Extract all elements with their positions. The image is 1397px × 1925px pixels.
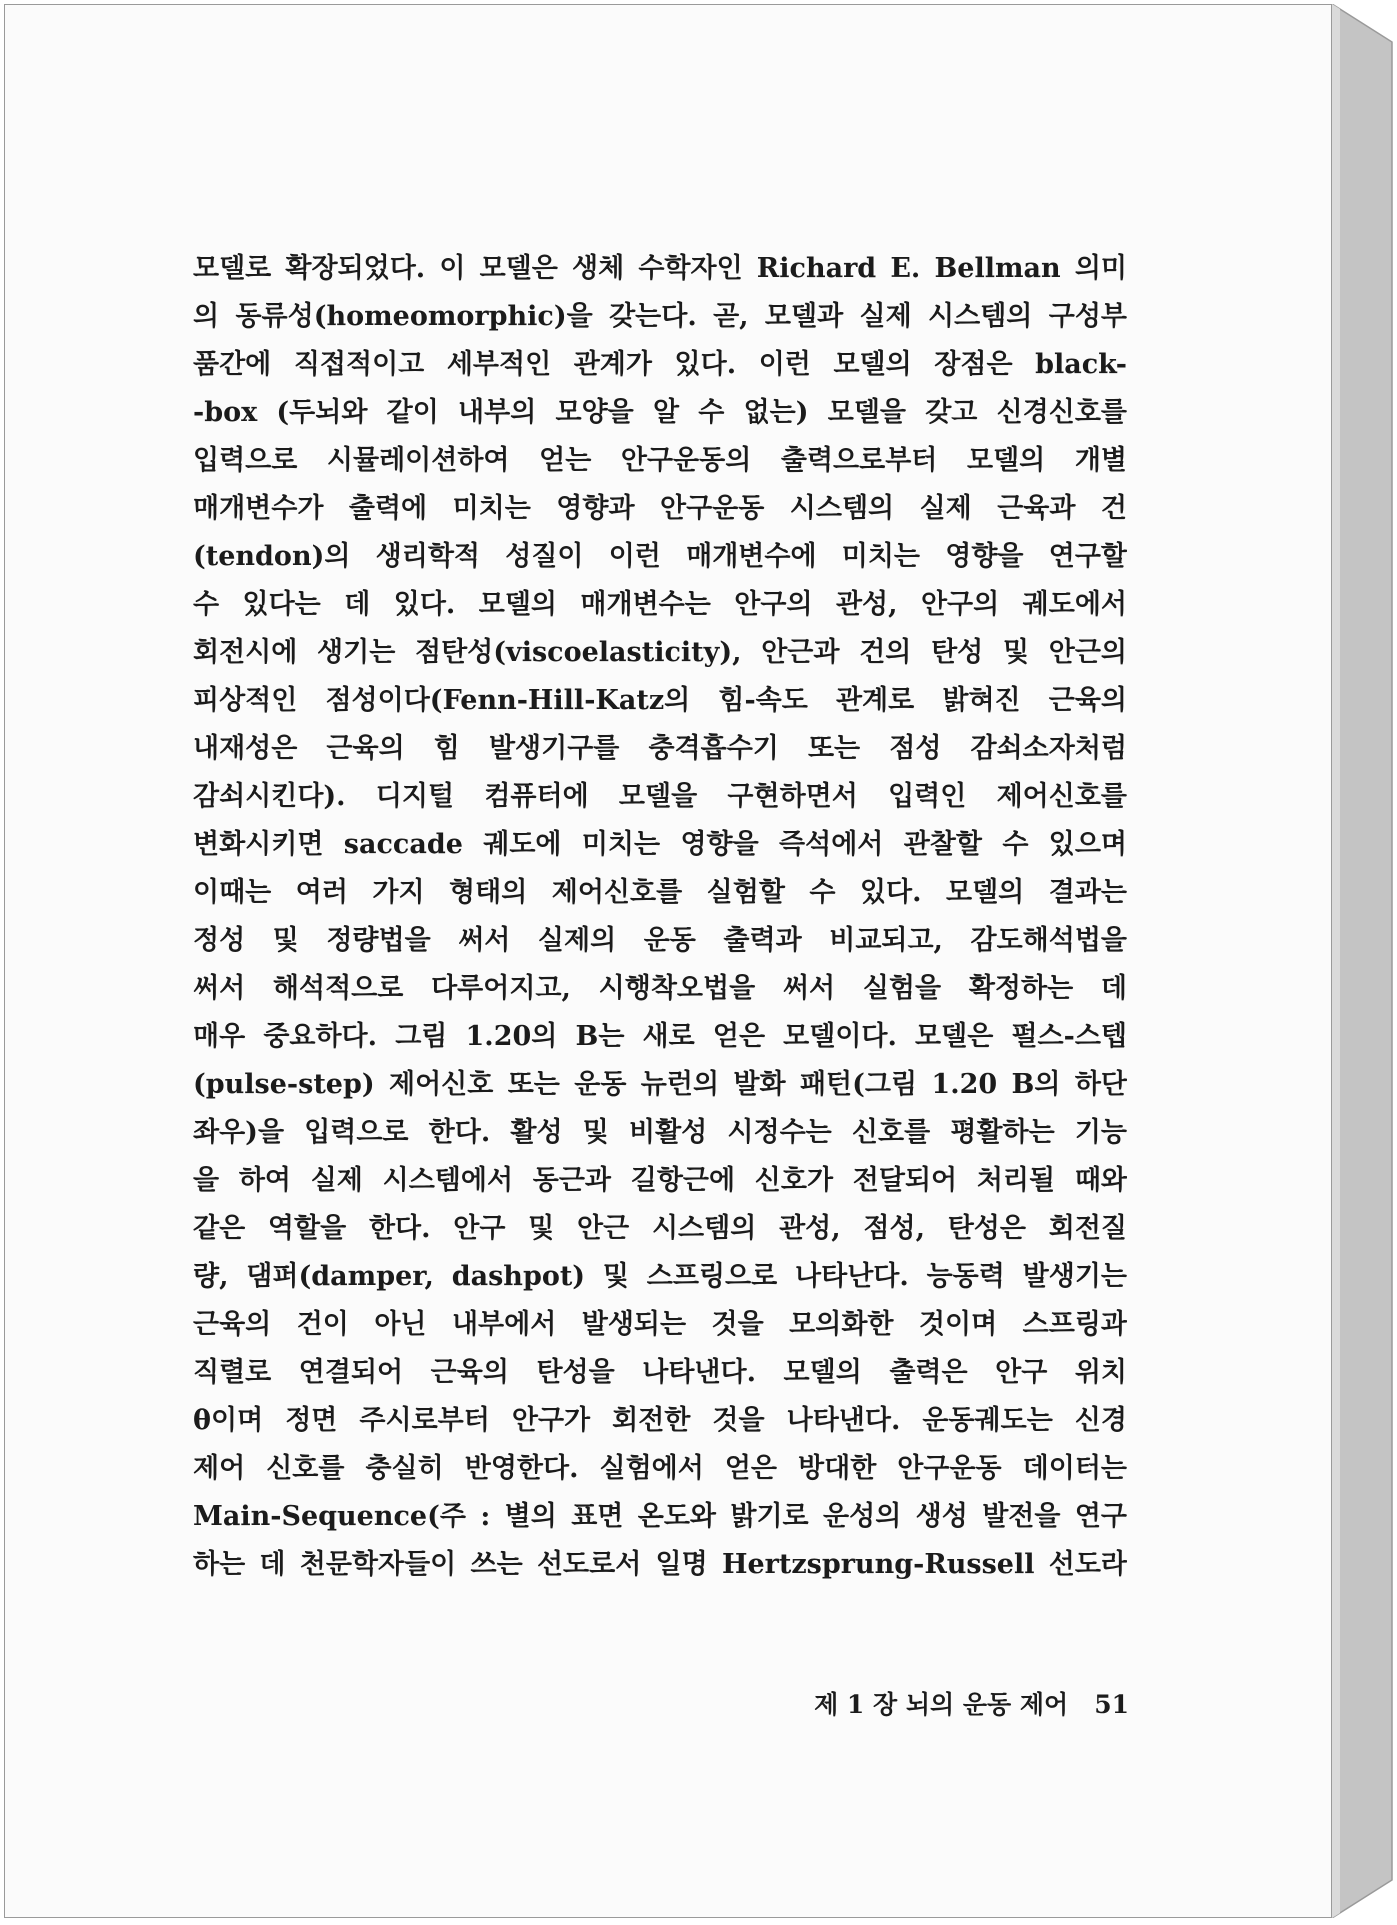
body-text (193, 245, 1127, 1585)
text-line: (tendon)의 생리학적 성질이 이런 매개변수에 미치는 영향을 연구할 (193, 541, 1127, 572)
text-line: 을 하여 실제 시스템에서 동근과 길항근에 신호가 전달되어 처리될 때와 (193, 1165, 1127, 1196)
text-line: Main-Sequence(주 : 별의 표면 온도와 밝기로 운성의 생성 발전을 연구 (193, 1501, 1127, 1532)
text-line: 변화시키면 saccade 궤도에 미치는 영향을 즉석에서 관찰할 수 있으며 (193, 829, 1127, 860)
text-line: 모델로 확장되었다. 이 모델은 생체 수학자인 Richard E. Bellman 의미 (193, 253, 1127, 284)
text-line: 좌우)을 입력으로 한다. 활성 및 비활성 시정수는 신호를 평활하는 기능 (193, 1117, 1127, 1148)
text-line: (pulse-step) 제어신호 또는 운동 뉴런의 발화 패턴(그림 1.20 B의 하단 (193, 1069, 1127, 1100)
text-line: 하는 데 천문학자들이 쓰는 선도로서 일명 Hertzsprung-Russell 선도라 (193, 1549, 1127, 1580)
text-line: -box (두뇌와 같이 내부의 모양을 알 수 없는) 모델을 갖고 신경신호를 (193, 397, 1127, 428)
text-line: 정성 및 정량법을 써서 실제의 운동 출력과 비교되고, 감도해석법을 (193, 925, 1127, 956)
page-number: 51 (1094, 1690, 1129, 1719)
text-line: 내재성은 근육의 힘 발생기구를 충격흡수기 또는 점성 감쇠소자처럼 (193, 733, 1127, 764)
text-line: 품간에 직접적이고 세부적인 관계가 있다. 이런 모델의 장점은 black- (193, 349, 1127, 380)
text-line: 의 동류성(homeomorphic)을 갖는다. 곧, 모델과 실제 시스템의 구성부 (193, 301, 1127, 332)
text-line: 매개변수가 출력에 미치는 영향과 안구운동 시스템의 실제 근육과 건 (193, 493, 1127, 524)
page-edge-shape (1332, 4, 1396, 1918)
page-edge (1332, 4, 1396, 1918)
text-line: 써서 해석적으로 다루어지고, 시행착오법을 써서 실험을 확정하는 데 (193, 973, 1127, 1004)
text-line: 직렬로 연결되어 근육의 탄성을 나타낸다. 모델의 출력은 안구 위치 (193, 1357, 1127, 1388)
text-line: 이때는 여러 가지 형태의 제어신호를 실험할 수 있다. 모델의 결과는 (193, 877, 1127, 908)
text-line: 량, 댐퍼(damper, dashpot) 및 스프링으로 나타난다. 능동력 발생기는 (193, 1261, 1127, 1292)
page-footer (785, 1685, 1129, 1725)
text-line: 근육의 건이 아닌 내부에서 발생되는 것을 모의화한 것이며 스프링과 (193, 1309, 1127, 1340)
chapter-title: 제 1 장 뇌의 운동 제어 (814, 1690, 1069, 1719)
text-line: 수 있다는 데 있다. 모델의 매개변수는 안구의 관성, 안구의 궤도에서 (193, 589, 1127, 620)
text-line: 제어 신호를 충실히 반영한다. 실험에서 얻은 방대한 안구운동 데이터는 (193, 1453, 1127, 1484)
text-line: 입력으로 시뮬레이션하여 얻는 안구운동의 출력으로부터 모델의 개별 (193, 445, 1127, 476)
text-line: 회전시에 생기는 점탄성(viscoelasticity), 안근과 건의 탄성 및 안근의 (193, 637, 1127, 668)
text-line: 감쇠시킨다). 디지털 컴퓨터에 모델을 구현하면서 입력인 제어신호를 (193, 781, 1127, 812)
text-line: 같은 역할을 한다. 안구 및 안근 시스템의 관성, 점성, 탄성은 회전질 (193, 1213, 1127, 1244)
book-page (4, 4, 1332, 1918)
text-line: 매우 중요하다. 그림 1.20의 B는 새로 얻은 모델이다. 모델은 펄스-스텝 (193, 1021, 1127, 1052)
text-line: θ이며 정면 주시로부터 안구가 회전한 것을 나타낸다. 운동궤도는 신경 (193, 1405, 1127, 1436)
text-line: 피상적인 점성이다(Fenn-Hill-Katz의 힘-속도 관계로 밝혀진 근육의 (193, 685, 1127, 716)
